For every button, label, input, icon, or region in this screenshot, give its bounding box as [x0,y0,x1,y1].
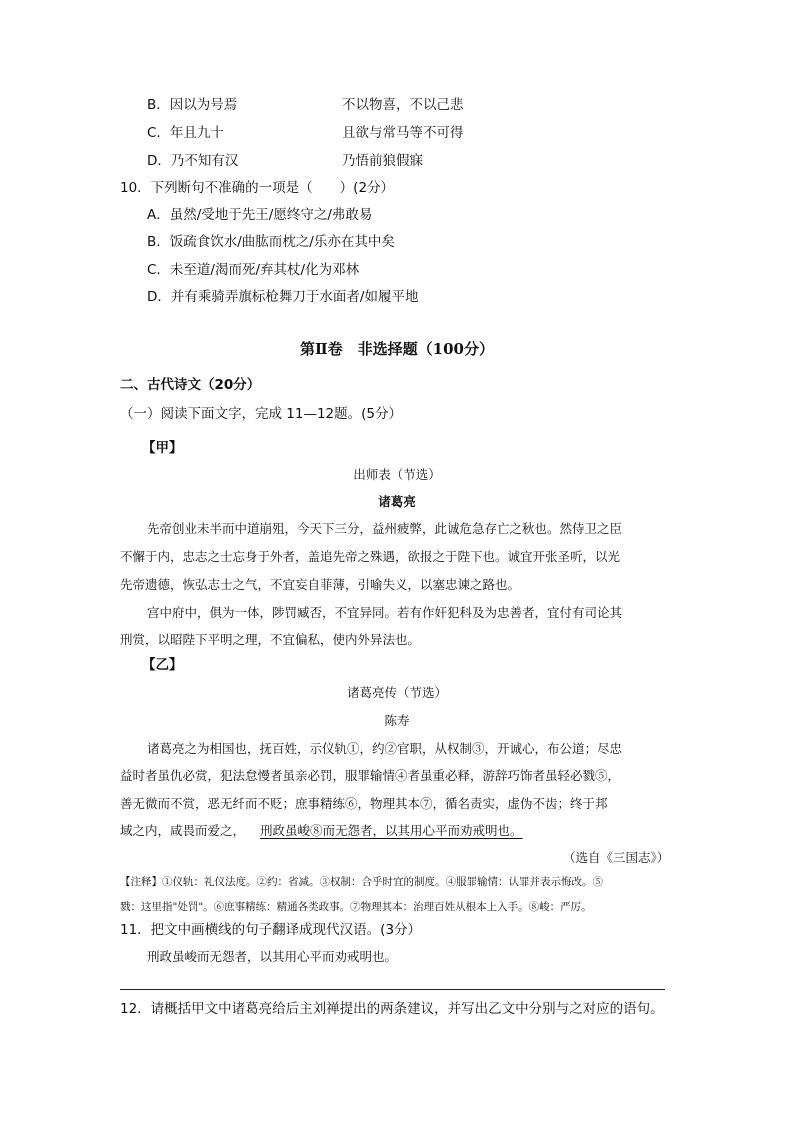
passage-yi-source: （选自《三国志》） [563,850,670,865]
passage-yi-title: 诸葛亮传（节选） [346,685,447,700]
passage-yi-line: 善无微而不赏，恶无纤而不贬；庶事精练⑥，物理其本⑦，循名责实，虚伪不齿；终于邦 [120,796,608,811]
section-title: 二、古代诗文（20分） [120,377,261,393]
q9-option-b-right: 不以物喜，不以己悲 [342,97,464,113]
passage-jia-title: 出师表（节选） [353,467,441,482]
q10-option-c: C．未至道/渴而死/弃其杖/化为邓林 [147,262,360,278]
q10-option-b: B．饭疏食饮水/曲肱而枕之/乐亦在其中矣 [147,234,395,250]
q9-option-d-left: D．乃不知有汉 [147,153,239,169]
q10-option-d: D．并有乘骑弄旗标枪舞刀于水面者/如履平地 [147,289,419,305]
passage-jia-line: 宫中府中，俱为一体，陟罚臧否，不宜异同。若有作奸犯科及为忠善者，宜付有司论其 [147,605,623,620]
q10-option-a: A．虽然/受地于先王/愿终守之/弗敢易 [147,207,373,223]
answer-line[interactable] [120,989,665,990]
passage-jia-author: 诸葛亮 [378,494,416,509]
q12-stem: 12．请概括甲文中诸葛亮给后主刘禅提出的两条建议，并写出乙文中分别与之对应的语句。 [120,1001,664,1017]
q9-option-c-left: C．年且九十 [147,125,224,141]
subsection-instruction: （一）阅读下面文字，完成 11—12题。(5分） [120,406,403,422]
passage-yi-label: 【乙】 [142,657,183,673]
q11-sentence: 刑政虽峻而无怨者，以其用心平而劝戒明也。 [147,949,398,964]
part-two-title: 第Ⅱ卷 非选择题（100分） [300,340,494,358]
passage-yi-line: 域之内，咸畏而爱之， [120,823,246,838]
q9-option-c-right: 且欲与常马等不可得 [342,125,464,141]
q10-stem: 10．下列断句不准确的一项是（ ）(2分） [120,180,395,196]
passage-jia-line: 不懈于内，忠志之士忘身于外者，盖追先帝之殊遇，欲报之于陛下也。诚宜开张圣听，以光 [120,549,621,564]
passage-yi-line: 益时者虽仇必赏，犯法怠慢者虽亲必罚，服罪输情④者虽重必释，游辞巧饰者虽轻必戮⑤， [120,768,621,783]
notes-line: 【注释】①仪轨：礼仪法度。②约：省减。③权制：合乎时宜的制度。④服罪输情：认罪并表示悔改。⑤ [120,876,603,888]
passage-yi-line: 诸葛亮之为相国也，抚百姓，示仪轨①，约②官职，从权制③，开诚心，布公道；尽忠 [147,741,623,756]
q11-stem: 11．把文中画横线的句子翻译成现代汉语。(3分） [120,922,422,938]
underlined-sentence: 刑政虽峻⑧而无怨者，以其用心平而劝戒明也。 [260,823,523,838]
passage-yi-author: 陈寿 [384,713,410,728]
q9-option-b-left: B．因以为号焉 [147,97,238,113]
notes-line: 戮：这里指"处罚"。⑥庶事精练：精通各类政事。⑦物理其本：治理百姓从根本上入手。⑧峻：严厉。 [120,901,592,913]
passage-jia-line: 先帝创业未半而中道崩殂，今天下三分，益州疲弊，此诚危急存亡之秋也。然侍卫之臣 [147,521,623,536]
passage-jia-label: 【甲】 [142,440,183,456]
q9-option-d-right: 乃悟前狼假寐 [342,153,423,169]
passage-jia-line: 刑赏，以昭陛下平明之理，不宜偏私，使内外异法也。 [120,632,421,647]
passage-jia-line: 先帝遗德，恢弘志士之气，不宜妄自菲薄，引喻失义，以塞忠谏之路也。 [120,577,521,592]
